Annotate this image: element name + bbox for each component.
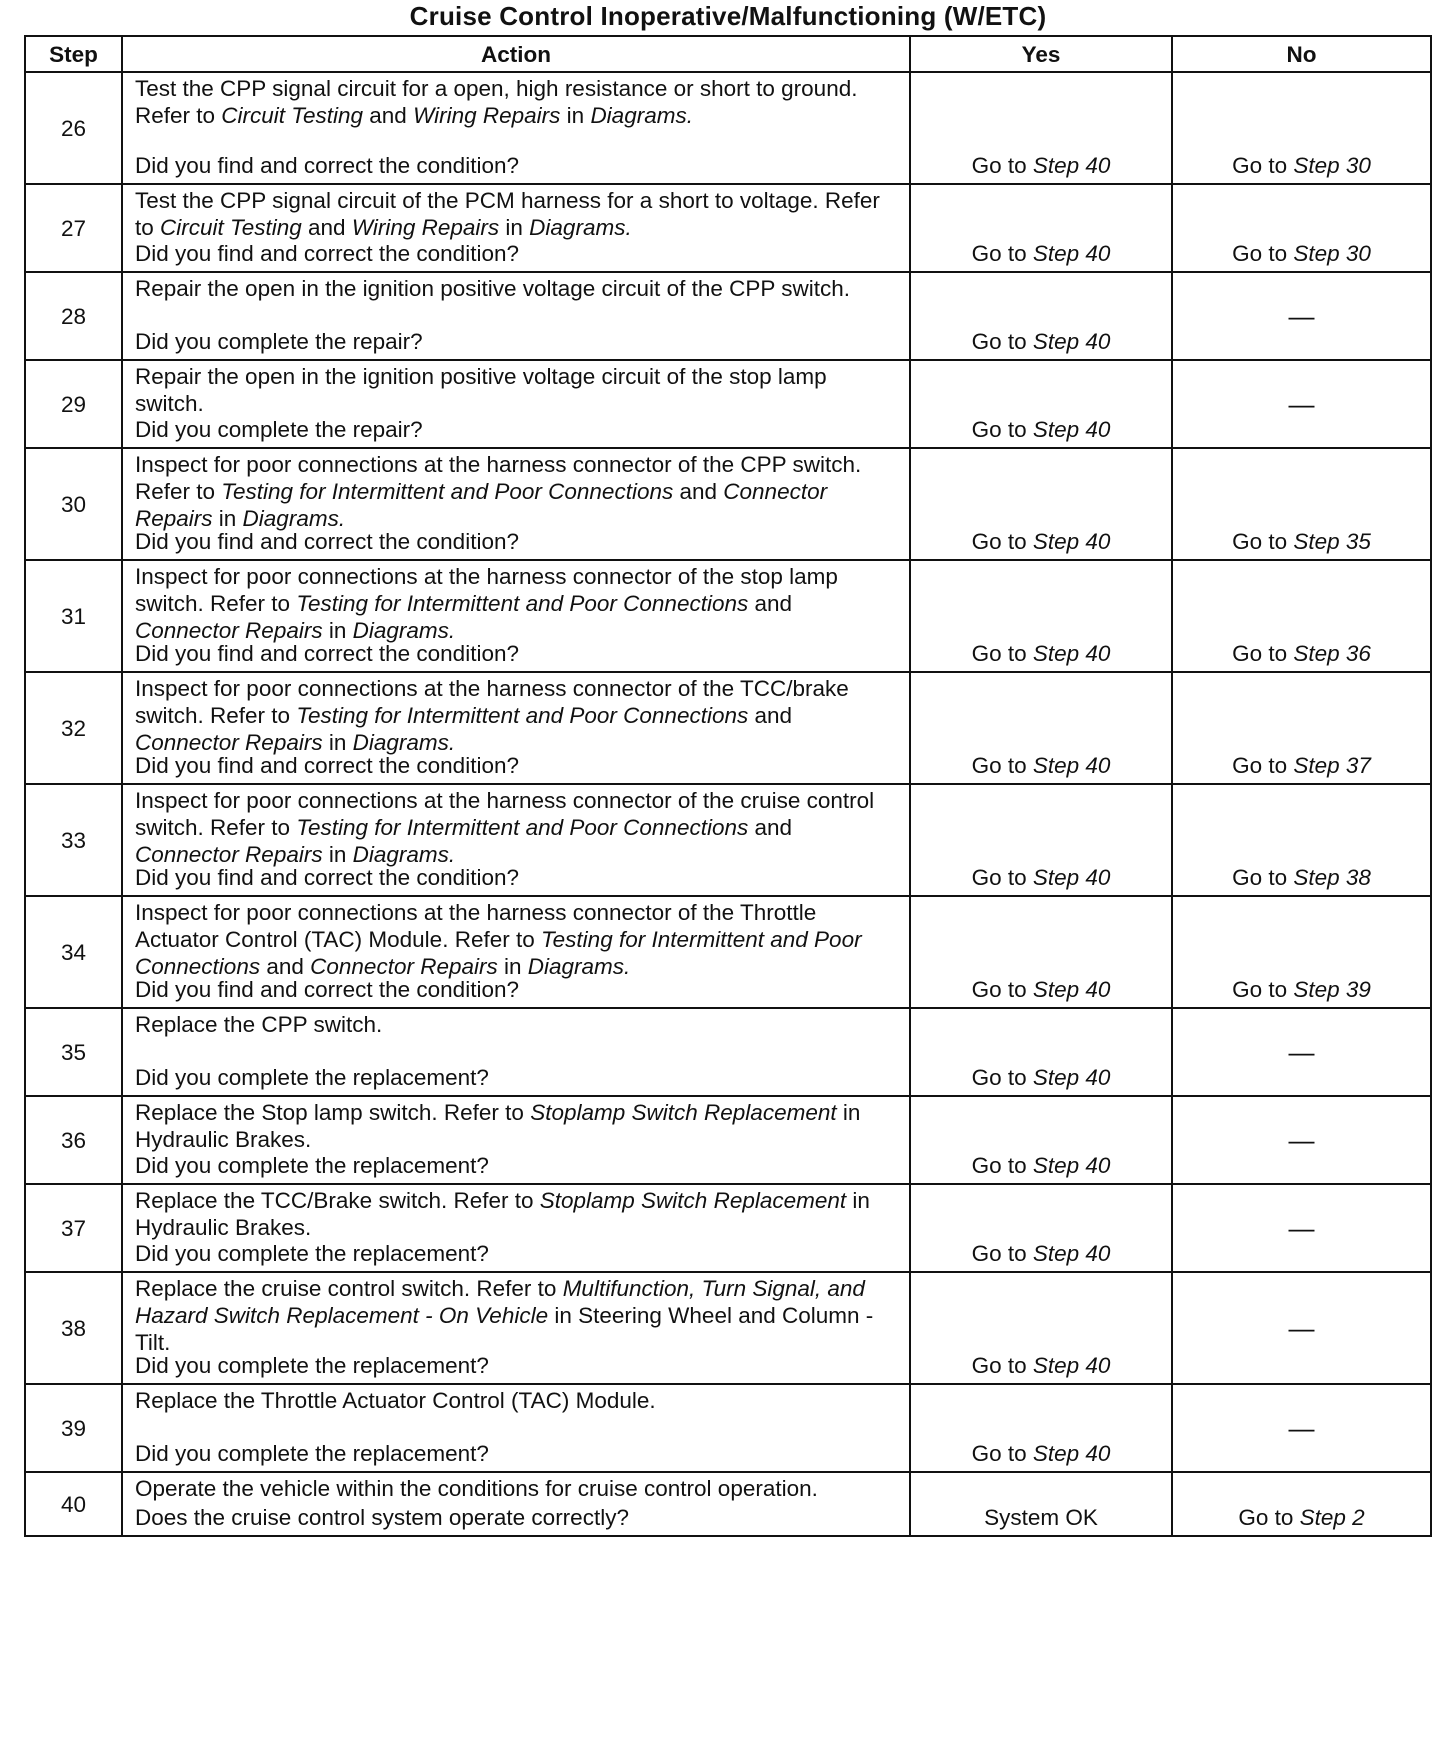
yes-cell bbox=[910, 184, 1172, 272]
reference-link-text: Testing for Intermittent and Poor Connections bbox=[296, 815, 749, 840]
action-question: Did you complete the replacement? bbox=[135, 1153, 489, 1178]
action-question: Did you complete the replacement? bbox=[135, 1441, 489, 1466]
yes-prefix: Go to bbox=[971, 1065, 1033, 1090]
step-number: 32 bbox=[25, 672, 122, 784]
header-yes: Yes bbox=[910, 36, 1172, 72]
table-row bbox=[25, 184, 1431, 272]
yes-step-ref: Step 40 bbox=[1032, 417, 1111, 442]
no-prefix: Go to bbox=[1232, 241, 1294, 266]
yes-prefix: Go to bbox=[971, 641, 1033, 666]
yes-cell bbox=[910, 1272, 1172, 1384]
yes-cell bbox=[910, 672, 1172, 784]
yes-step-ref: Step 40 bbox=[1032, 977, 1111, 1002]
text-run: in bbox=[497, 954, 528, 979]
no-prefix: Go to bbox=[1232, 865, 1294, 890]
action-question: Does the cruise control system operate correctly? bbox=[135, 1505, 629, 1530]
reference-link-text: Diagrams. bbox=[352, 842, 456, 867]
yes-prefix: Go to bbox=[971, 865, 1033, 890]
table-row bbox=[25, 672, 1431, 784]
header-step: Step bbox=[25, 36, 122, 72]
yes-step-ref: Step 40 bbox=[1032, 1153, 1111, 1178]
yes-prefix: Go to bbox=[971, 241, 1033, 266]
yes-prefix: Go to bbox=[971, 1241, 1033, 1266]
action-cell bbox=[122, 672, 910, 784]
action-text bbox=[135, 1099, 899, 1153]
no-cell bbox=[1172, 1384, 1431, 1472]
no-cell bbox=[1172, 1272, 1431, 1384]
table-row bbox=[25, 1008, 1431, 1096]
action-cell bbox=[122, 448, 910, 560]
action-question: Did you find and correct the condition? bbox=[135, 753, 519, 778]
reference-link-text: Stoplamp Switch Replacement bbox=[539, 1188, 847, 1213]
table-body bbox=[25, 72, 1431, 1536]
table-row bbox=[25, 784, 1431, 896]
action-question: Did you complete the replacement? bbox=[135, 1241, 489, 1266]
action-cell bbox=[122, 1472, 910, 1536]
text-run: Inspect for poor connections at the harness connector of the stop lamp switch. Refer to bbox=[135, 564, 838, 616]
yes-prefix: Go to bbox=[971, 417, 1033, 442]
reference-link-text: Testing for Intermittent and Poor Connections bbox=[296, 703, 749, 728]
yes-step-ref: Step 40 bbox=[1032, 329, 1111, 354]
no-prefix: Go to bbox=[1232, 529, 1294, 554]
action-cell bbox=[122, 896, 910, 1008]
no-cell bbox=[1172, 1096, 1431, 1184]
reference-link-text: Diagrams. bbox=[527, 954, 631, 979]
reference-link-text: Connector Repairs bbox=[135, 618, 323, 643]
yes-cell bbox=[910, 1096, 1172, 1184]
table-row bbox=[25, 72, 1431, 184]
action-cell bbox=[122, 560, 910, 672]
no-dash: — bbox=[1288, 388, 1315, 419]
no-cell bbox=[1172, 272, 1431, 360]
action-text bbox=[135, 275, 899, 302]
text-run: in Hydraulic Brakes. bbox=[135, 1188, 870, 1240]
text-run: and bbox=[301, 215, 352, 240]
action-text bbox=[135, 1011, 899, 1038]
action-text bbox=[135, 1187, 899, 1241]
no-step-ref: Step 36 bbox=[1293, 641, 1371, 666]
no-dash: — bbox=[1288, 300, 1315, 331]
no-dash: — bbox=[1288, 1124, 1315, 1155]
reference-link-text: Diagrams. bbox=[590, 103, 693, 128]
no-step-ref: Step 38 bbox=[1293, 865, 1371, 890]
no-step-ref: Step 30 bbox=[1293, 153, 1371, 178]
no-cell bbox=[1172, 1472, 1431, 1536]
text-run: in bbox=[322, 618, 353, 643]
table-row bbox=[25, 1472, 1431, 1536]
yes-step-ref: Step 40 bbox=[1032, 641, 1111, 666]
diagnostic-table bbox=[24, 35, 1432, 1537]
action-cell bbox=[122, 784, 910, 896]
text-run: Replace the TCC/Brake switch. Refer to bbox=[135, 1188, 540, 1213]
reference-link-text: Wiring Repairs bbox=[351, 215, 500, 240]
action-text bbox=[135, 563, 899, 644]
yes-prefix: Go to bbox=[971, 329, 1033, 354]
header-no: No bbox=[1172, 36, 1431, 72]
text-run: in bbox=[322, 842, 353, 867]
yes-prefix: Go to bbox=[971, 1441, 1033, 1466]
no-dash: — bbox=[1288, 1312, 1315, 1343]
reference-link-text: Testing for Intermittent and Poor Connections bbox=[221, 479, 674, 504]
step-number: 38 bbox=[25, 1272, 122, 1384]
header-row bbox=[25, 36, 1431, 72]
text-run: in Steering Wheel and Column - Tilt. bbox=[135, 1303, 874, 1355]
action-question: Did you find and correct the condition? bbox=[135, 977, 519, 1002]
step-number: 40 bbox=[25, 1472, 122, 1536]
reference-link-text: Wiring Repairs bbox=[413, 103, 561, 128]
action-cell bbox=[122, 1008, 910, 1096]
yes-step-ref: Step 40 bbox=[1032, 153, 1111, 178]
action-question: Did you find and correct the condition? bbox=[135, 153, 519, 178]
yes-step-ref: Step 40 bbox=[1032, 865, 1111, 890]
no-step-ref: Step 37 bbox=[1293, 753, 1371, 778]
step-number: 34 bbox=[25, 896, 122, 1008]
table-row bbox=[25, 272, 1431, 360]
action-cell bbox=[122, 1384, 910, 1472]
yes-prefix: Go to bbox=[971, 1353, 1033, 1378]
table-row bbox=[25, 448, 1431, 560]
table-row bbox=[25, 1272, 1431, 1384]
action-cell bbox=[122, 72, 910, 184]
reference-link-text: Stoplamp Switch Replacement bbox=[530, 1100, 837, 1125]
yes-cell bbox=[910, 560, 1172, 672]
reference-link-text: Connector Repairs bbox=[310, 954, 498, 979]
step-number: 29 bbox=[25, 360, 122, 448]
reference-link-text: Testing for Intermittent and Poor Connections bbox=[296, 591, 749, 616]
reference-link-text: Connector Repairs bbox=[135, 842, 323, 867]
no-cell bbox=[1172, 1008, 1431, 1096]
step-number: 31 bbox=[25, 560, 122, 672]
action-text bbox=[135, 1387, 899, 1414]
text-run: Test the CPP signal circuit for a open, high resistance or short to ground. Refer to bbox=[135, 76, 858, 128]
no-prefix: Go to bbox=[1232, 753, 1294, 778]
no-cell bbox=[1172, 784, 1431, 896]
no-prefix: Go to bbox=[1232, 641, 1294, 666]
yes-cell bbox=[910, 1184, 1172, 1272]
table-row bbox=[25, 560, 1431, 672]
text-run: and bbox=[260, 954, 311, 979]
text-run: Replace the CPP switch. bbox=[135, 1012, 383, 1037]
yes-prefix: Go to bbox=[971, 753, 1033, 778]
table-row bbox=[25, 1096, 1431, 1184]
yes-cell bbox=[910, 360, 1172, 448]
text-run: Repair the open in the ignition positive voltage circuit of the CPP switch. bbox=[135, 276, 850, 301]
step-number: 37 bbox=[25, 1184, 122, 1272]
step-number: 33 bbox=[25, 784, 122, 896]
action-cell bbox=[122, 184, 910, 272]
text-run: in Hydraulic Brakes. bbox=[135, 1100, 861, 1152]
action-text bbox=[135, 787, 899, 868]
yes-step-ref: Step 40 bbox=[1032, 1441, 1111, 1466]
step-number: 30 bbox=[25, 448, 122, 560]
text-run: and bbox=[748, 703, 793, 728]
yes-prefix: Go to bbox=[971, 153, 1033, 178]
text-run: and bbox=[673, 479, 724, 504]
no-prefix: Go to bbox=[1232, 977, 1294, 1002]
text-run: Replace the Throttle Actuator Control (TAC) Module. bbox=[135, 1388, 656, 1413]
yes-cell bbox=[910, 1472, 1172, 1536]
reference-link-text: Diagrams. bbox=[529, 215, 632, 240]
text-run: in bbox=[560, 103, 591, 128]
no-cell bbox=[1172, 184, 1431, 272]
yes-cell bbox=[910, 1384, 1172, 1472]
action-text bbox=[135, 187, 899, 241]
action-text bbox=[135, 363, 899, 417]
table-row bbox=[25, 1184, 1431, 1272]
yes-cell bbox=[910, 896, 1172, 1008]
step-number: 39 bbox=[25, 1384, 122, 1472]
reference-link-text: Circuit Testing bbox=[221, 103, 364, 128]
action-text bbox=[135, 899, 899, 980]
table-row bbox=[25, 1384, 1431, 1472]
text-run: Repair the open in the ignition positive voltage circuit of the stop lamp switch. bbox=[135, 364, 827, 416]
text-run: and bbox=[363, 103, 414, 128]
reference-link-text: Circuit Testing bbox=[160, 215, 302, 240]
yes-cell bbox=[910, 72, 1172, 184]
step-number: 35 bbox=[25, 1008, 122, 1096]
text-run: Operate the vehicle within the conditions for cruise control operation. bbox=[135, 1476, 818, 1501]
action-text bbox=[135, 75, 899, 129]
action-cell bbox=[122, 1096, 910, 1184]
yes-step-ref: Step 40 bbox=[1032, 1353, 1111, 1378]
yes-step-ref: Step 40 bbox=[1032, 1241, 1111, 1266]
no-prefix: Go to bbox=[1232, 153, 1294, 178]
yes-cell bbox=[910, 784, 1172, 896]
reference-link-text: Multifunction, Turn Signal, and Hazard Switch Replacement - On Vehicle bbox=[135, 1276, 865, 1328]
no-cell bbox=[1172, 72, 1431, 184]
action-cell bbox=[122, 1272, 910, 1384]
action-cell bbox=[122, 360, 910, 448]
action-question: Did you complete the repair? bbox=[135, 329, 423, 354]
reference-link-text: Diagrams. bbox=[352, 618, 456, 643]
reference-link-text: Connector Repairs bbox=[135, 730, 323, 755]
yes-prefix: Go to bbox=[971, 529, 1033, 554]
action-cell bbox=[122, 1184, 910, 1272]
text-run: Inspect for poor connections at the harness connector of the Throttle Actuator Control (TAC) Module. Refer to bbox=[135, 900, 817, 952]
no-prefix: Go to bbox=[1238, 1505, 1300, 1530]
text-run: in bbox=[212, 506, 243, 531]
no-cell bbox=[1172, 1184, 1431, 1272]
step-number: 36 bbox=[25, 1096, 122, 1184]
table-row bbox=[25, 360, 1431, 448]
no-step-ref: Step 30 bbox=[1293, 241, 1371, 266]
action-question: Did you find and correct the condition? bbox=[135, 865, 519, 890]
yes-step-ref: Step 40 bbox=[1032, 753, 1111, 778]
action-text bbox=[135, 1275, 899, 1356]
step-number: 27 bbox=[25, 184, 122, 272]
no-cell bbox=[1172, 560, 1431, 672]
no-step-ref: Step 39 bbox=[1293, 977, 1371, 1002]
header-action: Action bbox=[122, 36, 910, 72]
text-run: Inspect for poor connections at the harness connector of the TCC/brake switch. Refer to bbox=[135, 676, 849, 728]
action-question: Did you complete the repair? bbox=[135, 417, 423, 442]
text-run: Replace the Stop lamp switch. Refer to bbox=[135, 1100, 531, 1125]
reference-link-text: Diagrams. bbox=[352, 730, 456, 755]
yes-text: System OK bbox=[984, 1505, 1098, 1530]
action-text bbox=[135, 1475, 899, 1502]
no-cell bbox=[1172, 672, 1431, 784]
no-dash: — bbox=[1288, 1412, 1315, 1443]
reference-link-text: Diagrams. bbox=[242, 506, 346, 531]
yes-step-ref: Step 40 bbox=[1032, 529, 1111, 554]
action-question: Did you find and correct the condition? bbox=[135, 529, 519, 554]
yes-step-ref: Step 40 bbox=[1032, 1065, 1111, 1090]
action-text bbox=[135, 675, 899, 756]
text-run: Test the CPP signal circuit of the PCM harness for a short to voltage. Refer to bbox=[135, 188, 880, 240]
no-cell bbox=[1172, 448, 1431, 560]
yes-prefix: Go to bbox=[971, 1153, 1033, 1178]
no-dash: — bbox=[1288, 1036, 1315, 1067]
step-number: 26 bbox=[25, 72, 122, 184]
no-step-ref: Step 2 bbox=[1299, 1505, 1365, 1530]
no-cell bbox=[1172, 896, 1431, 1008]
reference-link-text: Connector Repairs bbox=[135, 479, 828, 531]
text-run: Inspect for poor connections at the harness connector of the cruise control switch. Refer to bbox=[135, 788, 875, 840]
action-question: Did you complete the replacement? bbox=[135, 1065, 489, 1090]
page-title: Cruise Control Inoperative/Malfunctioning (W/ETC) bbox=[409, 1, 1047, 31]
text-run: in bbox=[499, 215, 530, 240]
no-cell bbox=[1172, 360, 1431, 448]
action-question: Did you find and correct the condition? bbox=[135, 241, 519, 266]
action-question: Did you complete the replacement? bbox=[135, 1353, 489, 1378]
text-run: and bbox=[748, 591, 793, 616]
yes-prefix: Go to bbox=[971, 977, 1033, 1002]
text-run: Replace the cruise control switch. Refer to bbox=[135, 1276, 563, 1301]
action-cell bbox=[122, 272, 910, 360]
action-text bbox=[135, 451, 899, 532]
reference-link-text: Testing for Intermittent and Poor Connections bbox=[135, 927, 862, 979]
yes-cell bbox=[910, 448, 1172, 560]
text-run: in bbox=[322, 730, 353, 755]
yes-cell bbox=[910, 272, 1172, 360]
text-run: and bbox=[748, 815, 793, 840]
no-step-ref: Step 35 bbox=[1293, 529, 1371, 554]
text-run: Inspect for poor connections at the harness connector of the CPP switch. Refer to bbox=[135, 452, 862, 504]
yes-cell bbox=[910, 1008, 1172, 1096]
yes-step-ref: Step 40 bbox=[1032, 241, 1111, 266]
action-question: Did you find and correct the condition? bbox=[135, 641, 519, 666]
no-dash: — bbox=[1288, 1212, 1315, 1243]
step-number: 28 bbox=[25, 272, 122, 360]
table-row bbox=[25, 896, 1431, 1008]
